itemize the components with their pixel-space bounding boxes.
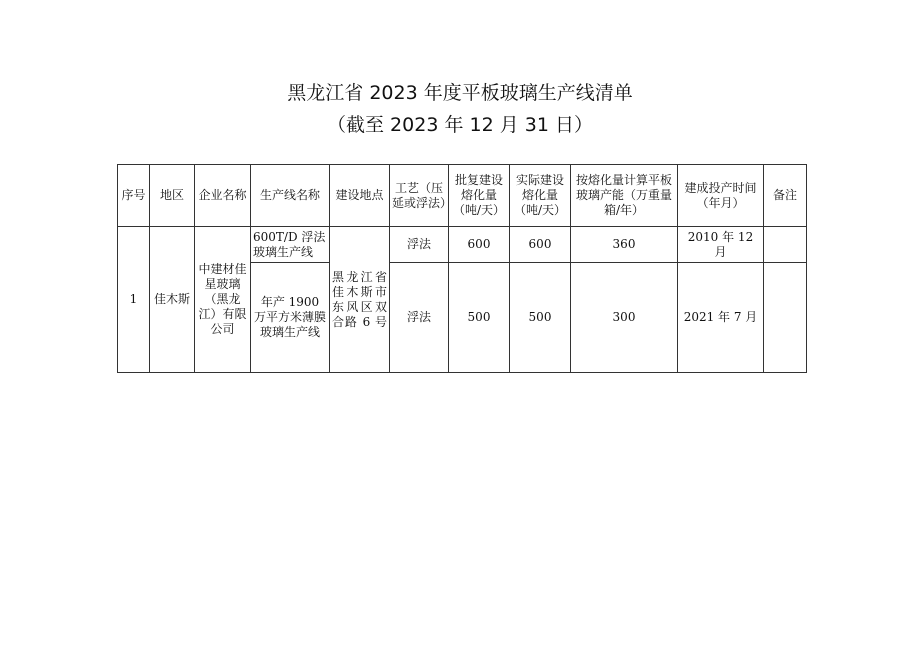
table-row bbox=[118, 227, 807, 263]
header-cell: 地区 bbox=[150, 165, 195, 227]
production-line-table bbox=[117, 164, 807, 373]
header-cell: 备注 bbox=[764, 165, 807, 227]
glass-capacity-cell: 360 bbox=[571, 227, 678, 263]
process-cell: 浮法 bbox=[390, 263, 449, 373]
commission-date-cell: 2010 年 12 月 bbox=[678, 227, 764, 263]
line-name-cell: 年产 1900 万平方米薄膜玻璃生产线 bbox=[251, 263, 330, 373]
index-cell: 1 bbox=[118, 227, 150, 373]
company-cell: 中建材佳星玻璃（黑龙江）有限公司 bbox=[195, 227, 251, 373]
header-cell: 按熔化量计算平板玻璃产能（万重量箱/年） bbox=[571, 165, 678, 227]
note-cell bbox=[764, 263, 807, 373]
document-title: 黑龙江省 2023 年度平板玻璃生产线清单 bbox=[287, 82, 633, 104]
region-cell: 佳木斯 bbox=[150, 227, 195, 373]
approved-capacity-cell: 500 bbox=[449, 263, 510, 373]
header-cell: 建成投产时间（年月） bbox=[678, 165, 764, 227]
actual-capacity-cell: 500 bbox=[510, 263, 571, 373]
header-cell: 建设地点 bbox=[330, 165, 390, 227]
header-cell: 生产线名称 bbox=[251, 165, 330, 227]
location-cell: 黑龙江省佳木斯市东风区双合路 6 号 bbox=[330, 227, 390, 373]
header-cell: 工艺（压延或浮法） bbox=[390, 165, 449, 227]
header-cell: 批复建设熔化量（吨/天） bbox=[449, 165, 510, 227]
header-cell: 企业名称 bbox=[195, 165, 251, 227]
approved-capacity-cell: 600 bbox=[449, 227, 510, 263]
line-name-cell: 600T/D 浮法玻璃生产线 bbox=[251, 227, 330, 263]
glass-capacity-cell: 300 bbox=[571, 263, 678, 373]
header-cell: 实际建设熔化量（吨/天） bbox=[510, 165, 571, 227]
commission-date-cell: 2021 年 7 月 bbox=[678, 263, 764, 373]
actual-capacity-cell: 600 bbox=[510, 227, 571, 263]
process-cell: 浮法 bbox=[390, 227, 449, 263]
note-cell bbox=[764, 227, 807, 263]
document-subtitle: （截至 2023 年 12 月 31 日） bbox=[327, 114, 593, 136]
header-cell: 序号 bbox=[118, 165, 150, 227]
table-header-row bbox=[118, 165, 807, 227]
